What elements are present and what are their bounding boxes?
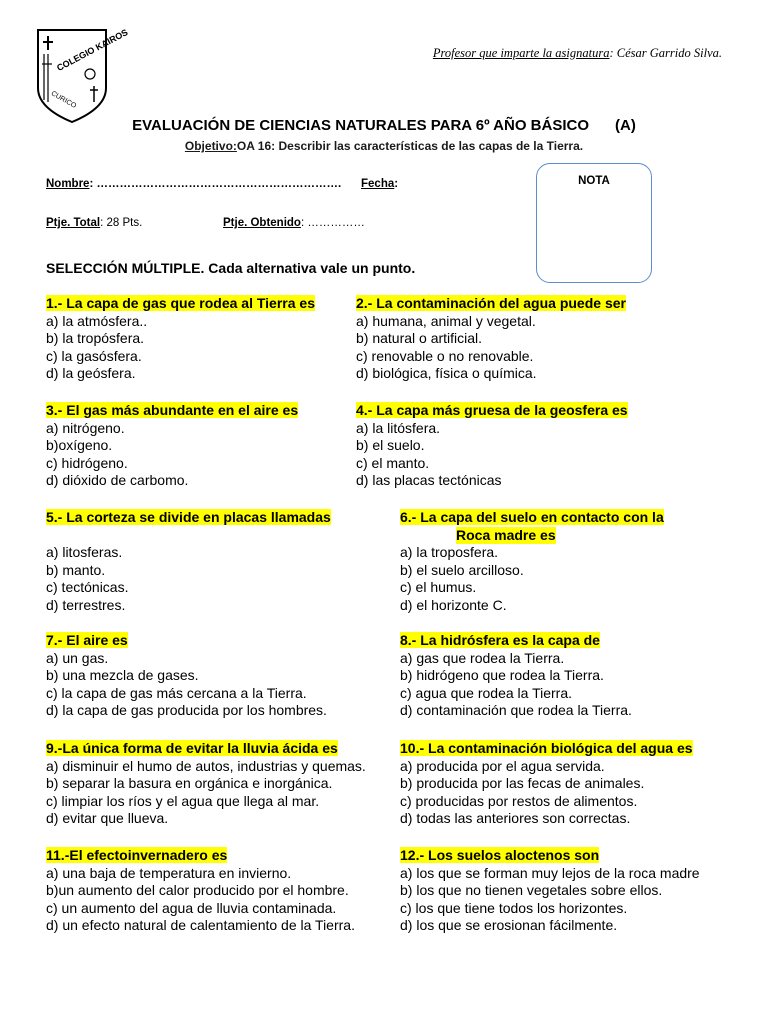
option[interactable]: d) terrestres. bbox=[46, 596, 126, 613]
ptje-total-field bbox=[46, 217, 142, 229]
question-6-text-cont: Roca madre es bbox=[456, 526, 556, 543]
ptje-total-value: : 28 Pts. bbox=[100, 217, 143, 229]
option[interactable]: c) el manto. bbox=[356, 454, 430, 471]
question-10 bbox=[400, 740, 693, 828]
option[interactable]: b)un aumento del calor producido por el hombre. bbox=[46, 882, 349, 898]
option[interactable]: a) los que se forman muy lejos de la roca madre bbox=[400, 864, 700, 881]
logo-city: CURICO bbox=[49, 90, 78, 111]
option[interactable]: d) la geósfera. bbox=[46, 365, 136, 381]
option[interactable]: c) la gasósfera. bbox=[46, 347, 142, 364]
option[interactable]: c) producidas por restos de alimentos. bbox=[400, 792, 638, 809]
option[interactable]: a) litosferas. bbox=[46, 544, 123, 560]
option[interactable]: c) limpiar los ríos y el agua que llega al mar. bbox=[46, 792, 320, 809]
question-11 bbox=[46, 847, 355, 935]
option[interactable]: c) los que tiene todos los horizontes. bbox=[400, 899, 628, 916]
question-7-text: 7.- El aire es bbox=[46, 632, 128, 648]
option[interactable]: a) la troposfera. bbox=[400, 544, 499, 560]
nota-label: NOTA bbox=[578, 175, 610, 187]
option[interactable]: c) el humus. bbox=[400, 579, 477, 595]
ptje-obtenido-label: Ptje. Obtenido bbox=[223, 217, 301, 229]
question-11-text: 11.-El efectoinvernadero es bbox=[46, 847, 228, 863]
option[interactable]: c) la capa de gas más cercana a la Tierra. bbox=[46, 684, 307, 701]
question-3-text: 3.- El gas más abundante en el aire es bbox=[46, 402, 299, 418]
question-2-text: 2.- La contaminación del agua puede ser bbox=[356, 295, 626, 311]
option[interactable]: c) renovable o no renovable. bbox=[356, 347, 534, 364]
question-5-text: 5.- La corteza se divide en placas llamadas bbox=[46, 509, 331, 525]
nombre-label: Nombre bbox=[46, 178, 90, 190]
option[interactable]: c) un aumento del agua de lluvia contaminada. bbox=[46, 899, 337, 916]
question-5 bbox=[46, 509, 331, 614]
question-9-text: 9.-La única forma de evitar la lluvia ácida es bbox=[46, 740, 338, 756]
fecha-field[interactable] bbox=[361, 178, 398, 190]
option[interactable]: a) nitrógeno. bbox=[46, 419, 125, 436]
question-1-text: 1.- La capa de gas que rodea al Tierra es bbox=[46, 295, 315, 311]
title-main: EVALUACIÓN DE CIENCIAS NATURALES PARA 6º AÑO BÁSICO bbox=[132, 117, 590, 134]
question-3 bbox=[46, 402, 298, 490]
question-2 bbox=[356, 295, 626, 383]
question-12 bbox=[400, 847, 700, 935]
profesor-line: Profesor que imparte la asignatura: César Garrido Silva. bbox=[432, 46, 722, 60]
profesor-name: César Garrido Silva. bbox=[616, 46, 722, 60]
option[interactable]: a) humana, animal y vegetal. bbox=[356, 312, 536, 329]
option[interactable]: a) una baja de temperatura en invierno. bbox=[46, 864, 292, 881]
question-4-text: 4.- La capa más gruesa de la geosfera es bbox=[356, 402, 628, 418]
option[interactable]: b) manto. bbox=[46, 561, 106, 578]
ptje-obtenido-value: : …………… bbox=[300, 217, 365, 229]
option[interactable]: d) todas las anteriores son correctas. bbox=[400, 810, 631, 826]
option[interactable]: a) producida por el agua servida. bbox=[400, 757, 605, 774]
objetivo-label: Objetivo: bbox=[184, 139, 237, 153]
option[interactable]: a) un gas. bbox=[46, 649, 109, 666]
section-title: SELECCIÓN MÚLTIPLE. Cada alternativa vale un punto. bbox=[46, 260, 416, 276]
fecha-value: : bbox=[394, 178, 399, 190]
question-7 bbox=[46, 632, 327, 720]
option[interactable]: c) agua que rodea la Tierra. bbox=[400, 684, 572, 701]
question-12-text: 12.- Los suelos aloctenos son bbox=[400, 847, 600, 863]
nota-box[interactable] bbox=[536, 163, 652, 283]
option[interactable]: d) biológica, física o química. bbox=[356, 365, 537, 381]
option[interactable]: d) dióxido de carbomo. bbox=[46, 472, 189, 488]
nombre-field[interactable] bbox=[46, 178, 341, 190]
option[interactable]: b)oxígeno. bbox=[46, 437, 113, 453]
fecha-label: Fecha bbox=[361, 178, 395, 190]
option[interactable]: b) los que no tienen vegetales sobre ellos. bbox=[400, 882, 663, 898]
profesor-label: Profesor que imparte la asignatura bbox=[432, 46, 610, 60]
question-4 bbox=[356, 402, 628, 490]
option[interactable]: c) tectónicas. bbox=[46, 579, 129, 595]
option[interactable]: b) el suelo. bbox=[356, 437, 425, 453]
option[interactable]: b) producida por las fecas de animales. bbox=[400, 775, 645, 791]
option[interactable]: b) la tropósfera. bbox=[46, 330, 145, 346]
option[interactable]: a) la atmósfera.. bbox=[46, 312, 148, 329]
question-6 bbox=[400, 509, 664, 614]
option[interactable]: d) contaminación que rodea la Tierra. bbox=[400, 702, 632, 718]
logo-text: COLEGIO KAIROS bbox=[55, 27, 130, 74]
ptje-total-label: Ptje. Total bbox=[46, 217, 101, 229]
option[interactable]: a) gas que rodea la Tierra. bbox=[400, 649, 565, 666]
option[interactable]: c) hidrógeno. bbox=[46, 454, 128, 471]
option[interactable]: a) disminuir el humo de autos, industrias y quemas. bbox=[46, 757, 366, 774]
option[interactable]: b) el suelo arcilloso. bbox=[400, 561, 524, 578]
question-6-text: 6.- La capa del suelo en contacto con la bbox=[400, 509, 664, 525]
option[interactable]: d) evitar que llueva. bbox=[46, 810, 169, 826]
option[interactable]: d) el horizonte C. bbox=[400, 596, 507, 613]
objetivo-text: OA 16: Describir las características de las capas de la Tierra. bbox=[236, 139, 584, 153]
question-8 bbox=[400, 632, 632, 720]
question-1 bbox=[46, 295, 315, 383]
objetivo-line bbox=[0, 139, 768, 153]
option[interactable]: d) la capa de gas producida por los hombres. bbox=[46, 702, 327, 718]
option[interactable]: d) las placas tectónicas bbox=[356, 472, 502, 488]
option[interactable]: b) natural o artificial. bbox=[356, 330, 483, 346]
page-title bbox=[0, 117, 768, 134]
option[interactable]: b) separar la basura en orgánica e inorgánica. bbox=[46, 775, 333, 791]
option[interactable]: a) la litósfera. bbox=[356, 419, 441, 436]
option[interactable]: d) un efecto natural de calentamiento de la Tierra. bbox=[46, 917, 355, 933]
title-version: (A) bbox=[615, 117, 636, 134]
ptje-obtenido-field[interactable] bbox=[223, 217, 365, 229]
option[interactable]: b) una mezcla de gases. bbox=[46, 667, 199, 683]
school-logo bbox=[34, 27, 130, 124]
option[interactable]: b) hidrógeno que rodea la Tierra. bbox=[400, 667, 604, 683]
question-8-text: 8.- La hidrósfera es la capa de bbox=[400, 632, 600, 648]
question-9 bbox=[46, 740, 366, 828]
question-10-text: 10.- La contaminación biológica del agua es bbox=[400, 740, 693, 756]
option[interactable]: d) los que se erosionan fácilmente. bbox=[400, 917, 618, 933]
nombre-value: : ………………………………………………………. bbox=[89, 178, 342, 190]
